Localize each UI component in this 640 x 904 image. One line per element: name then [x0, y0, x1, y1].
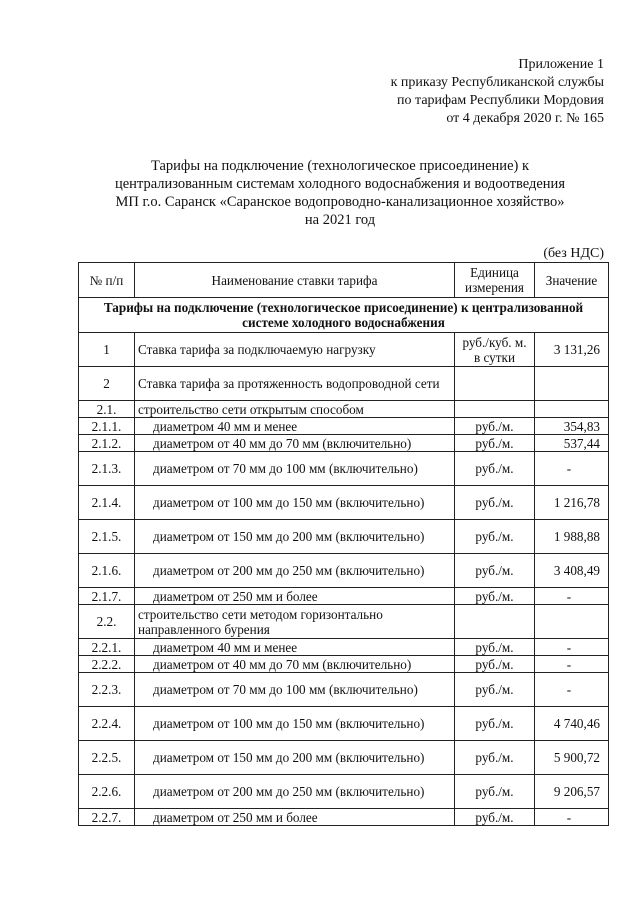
row-value: 9 206,57: [535, 775, 609, 809]
row-value: 4 740,46: [535, 707, 609, 741]
table-row: [79, 452, 609, 486]
document-title: [70, 157, 610, 229]
tariff-table: [78, 262, 609, 826]
row-name: диаметром от 150 мм до 200 мм (включительно): [135, 741, 455, 775]
vat-note: (без НДС): [543, 246, 604, 261]
row-number: 2.1.5.: [79, 520, 135, 554]
row-number: 2.1.1.: [79, 418, 135, 435]
row-number: 2.2.: [79, 605, 135, 639]
row-value: 3 131,26: [535, 333, 609, 367]
row-number: 2.2.6.: [79, 775, 135, 809]
row-name: диаметром от 100 мм до 150 мм (включительно): [135, 486, 455, 520]
row-value: [535, 367, 609, 401]
row-name: диаметром от 70 мм до 100 мм (включительно): [135, 452, 455, 486]
row-name: Ставка тарифа за протяженность водопроводной сети: [135, 367, 455, 401]
row-unit: руб./м.: [455, 520, 535, 554]
row-name: диаметром от 100 мм до 150 мм (включительно): [135, 707, 455, 741]
appendix-line: Приложение 1: [518, 57, 604, 72]
row-number: 2.2.5.: [79, 741, 135, 775]
table-row: [79, 673, 609, 707]
row-unit: руб./м.: [455, 452, 535, 486]
row-value: -: [535, 673, 609, 707]
table-row: [79, 486, 609, 520]
row-number: 2.1.6.: [79, 554, 135, 588]
row-number: 2.2.3.: [79, 673, 135, 707]
title-line: Тарифы на подключение (технологическое присоединение) к: [150, 158, 530, 174]
table-row: [79, 605, 609, 639]
title-line: централизованным системам холодного водоснабжения и водоотведения: [114, 176, 565, 192]
section-row: [79, 298, 609, 333]
row-unit: руб./м.: [455, 418, 535, 435]
row-name: строительство сети методом горизонтально направленного бурения: [135, 605, 455, 639]
header-value: Значение: [535, 263, 609, 298]
row-unit: руб./м.: [455, 486, 535, 520]
row-value: 5 900,72: [535, 741, 609, 775]
table-row: [79, 401, 609, 418]
row-name: диаметром от 70 мм до 100 мм (включительно): [135, 673, 455, 707]
row-number: 2.1.3.: [79, 452, 135, 486]
row-name: диаметром от 200 мм до 250 мм (включительно): [135, 775, 455, 809]
row-number: 2.1.2.: [79, 435, 135, 452]
row-number: 2: [79, 367, 135, 401]
row-name: диаметром от 40 мм до 70 мм (включительно): [135, 435, 455, 452]
appendix-block: [391, 56, 604, 128]
row-unit: руб./м.: [455, 809, 535, 826]
table-row: [79, 435, 609, 452]
row-number: 2.2.4.: [79, 707, 135, 741]
row-value: 1 216,78: [535, 486, 609, 520]
row-name: диаметром от 250 мм и более: [135, 809, 455, 826]
table-row: [79, 520, 609, 554]
table-row: [79, 775, 609, 809]
row-value: 3 408,49: [535, 554, 609, 588]
row-unit: руб./м.: [455, 639, 535, 656]
row-number: 2.2.1.: [79, 639, 135, 656]
table-header-row: [79, 263, 609, 298]
row-value: 1 988,88: [535, 520, 609, 554]
appendix-line: к приказу Республиканской службы: [390, 75, 604, 90]
row-value: -: [535, 452, 609, 486]
header-num: № п/п: [79, 263, 135, 298]
row-unit: [455, 367, 535, 401]
appendix-line: по тарифам Республики Мордовия: [397, 93, 604, 108]
row-number: 2.1.4.: [79, 486, 135, 520]
row-unit: руб./м.: [455, 775, 535, 809]
row-unit: руб./м.: [455, 673, 535, 707]
row-value: -: [535, 639, 609, 656]
table-row: [79, 333, 609, 367]
row-unit: [455, 605, 535, 639]
row-number: 1: [79, 333, 135, 367]
row-name: строительство сети открытым способом: [135, 401, 455, 418]
appendix-line: от 4 декабря 2020 г. № 165: [446, 111, 604, 126]
row-value: 354,83: [535, 418, 609, 435]
row-name: диаметром 40 мм и менее: [135, 418, 455, 435]
table-row: [79, 554, 609, 588]
row-value: 537,44: [535, 435, 609, 452]
header-unit: Единица измерения: [455, 263, 535, 298]
row-unit: руб./м.: [455, 588, 535, 605]
row-name: диаметром от 150 мм до 200 мм (включительно): [135, 520, 455, 554]
row-number: 2.2.7.: [79, 809, 135, 826]
row-unit: руб./м.: [455, 707, 535, 741]
table-row: [79, 418, 609, 435]
row-unit: [455, 401, 535, 418]
table-row: [79, 639, 609, 656]
row-name: Ставка тарифа за подключаемую нагрузку: [135, 333, 455, 367]
row-value: [535, 605, 609, 639]
section-title: Тарифы на подключение (технологическое присоединение) к централизованной системе холодного водоснабжения: [79, 298, 609, 333]
row-number: 2.1.7.: [79, 588, 135, 605]
row-unit: руб./м.: [455, 554, 535, 588]
row-value: -: [535, 656, 609, 673]
table-row: [79, 741, 609, 775]
row-value: -: [535, 809, 609, 826]
row-value: -: [535, 588, 609, 605]
table-row: [79, 656, 609, 673]
row-number: 2.2.2.: [79, 656, 135, 673]
table-row: [79, 588, 609, 605]
title-line: МП г.о. Саранск «Саранское водопроводно-канализационное хозяйство»: [115, 194, 565, 210]
table-row: [79, 809, 609, 826]
header-name: Наименование ставки тарифа: [135, 263, 455, 298]
title-line: на 2021 год: [304, 212, 376, 228]
row-name: диаметром от 40 мм до 70 мм (включительно): [135, 656, 455, 673]
row-unit: руб./м.: [455, 741, 535, 775]
row-unit: руб./куб. м. в сутки: [455, 333, 535, 367]
row-unit: руб./м.: [455, 435, 535, 452]
row-name: диаметром от 250 мм и более: [135, 588, 455, 605]
row-value: [535, 401, 609, 418]
row-unit: руб./м.: [455, 656, 535, 673]
row-number: 2.1.: [79, 401, 135, 418]
table-row: [79, 707, 609, 741]
row-name: диаметром от 200 мм до 250 мм (включительно): [135, 554, 455, 588]
table-row: [79, 367, 609, 401]
row-name: диаметром 40 мм и менее: [135, 639, 455, 656]
